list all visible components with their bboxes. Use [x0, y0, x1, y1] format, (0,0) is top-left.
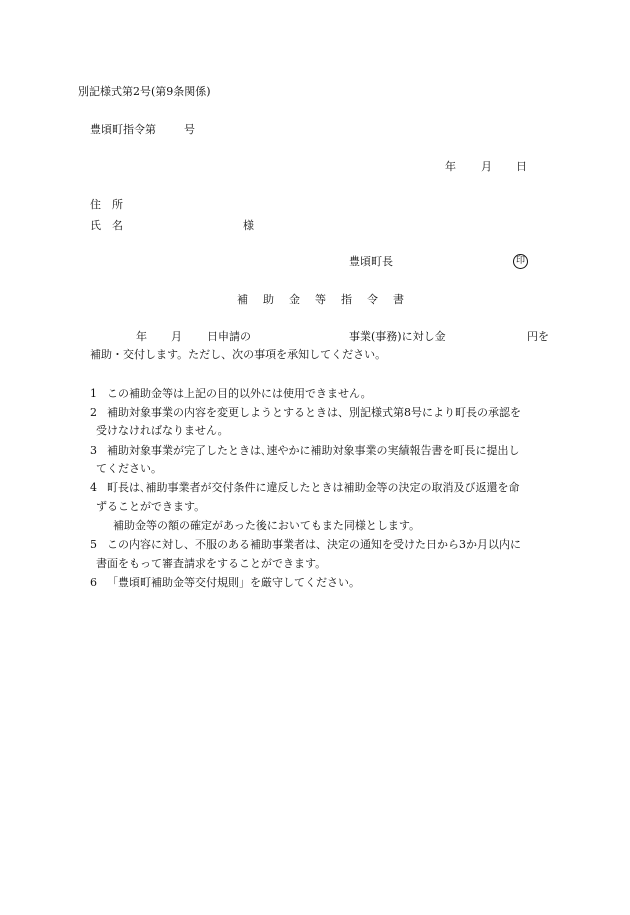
title-char: 金: [289, 293, 300, 306]
item-text: この内容に対し、不服のある補助事業者は、決定の通知を受けた日から3か月以内に: [107, 538, 521, 551]
item-text-continued: ずることができます。: [96, 500, 206, 513]
item-number: 6: [90, 576, 97, 589]
item-number: 2: [90, 406, 97, 419]
item-text: 町長は､補助事業者が交付条件に違反したときは補助金等の決定の取消及び返還を命: [107, 481, 520, 494]
date-month: 月: [481, 160, 492, 173]
title-char: 書: [393, 293, 404, 306]
intro-applied: 日申請の: [207, 330, 251, 343]
title-char: 指: [341, 293, 352, 306]
item-text-continued: 書面をもって審査請求をすることができます。: [96, 557, 327, 570]
address-label: 住 所: [90, 198, 123, 211]
item-number: 1: [90, 387, 97, 400]
item-text: 補助対象事業の内容を変更しようとするときは、別記様式第8号により町長の承認を: [107, 406, 521, 419]
name-label: 氏 名: [90, 219, 123, 232]
intro-month: 月: [171, 330, 182, 343]
intro-line-2: 補助・交付します。ただし、次の事項を承知してください。: [90, 348, 387, 361]
order-number-prefix: 豊頃町指令第: [90, 123, 156, 136]
date-day: 日: [516, 160, 527, 173]
item-text: 補助対象事業が完了したときは､速やかに補助対象事業の実績報告書を町長に提出し: [107, 444, 520, 457]
item-text-continued: 受けなければなりません。: [96, 424, 229, 437]
title-char: 補: [237, 293, 248, 306]
intro-yen: 円を: [527, 330, 549, 343]
issuer-title: 豊頃町長: [349, 255, 393, 268]
item-number: 4: [90, 481, 97, 494]
item-number: 5: [90, 538, 97, 551]
form-label: 別記様式第2号(第9条関係): [78, 85, 211, 98]
item-text: この補助金等は上記の目的以外には使用できません。: [107, 387, 372, 400]
item-text-continued: てください。: [96, 462, 162, 475]
seal-icon: 印: [513, 254, 528, 269]
honorific: 様: [243, 219, 254, 232]
item-text-note: 補助金等の額の確定があった後においてもまた同様とします。: [113, 519, 421, 532]
date-year: 年: [445, 160, 456, 173]
order-number-suffix: 号: [184, 123, 195, 136]
item-number: 3: [90, 444, 97, 457]
item-text: 「豊頃町補助金等交付規則」を厳守してください。: [107, 576, 360, 589]
title-char: 等: [315, 293, 326, 306]
intro-project: 事業(事務)に対し金: [349, 330, 446, 343]
intro-year: 年: [136, 330, 147, 343]
title-char: 助: [263, 293, 274, 306]
document-title: [237, 294, 404, 305]
title-char: 令: [367, 293, 378, 306]
